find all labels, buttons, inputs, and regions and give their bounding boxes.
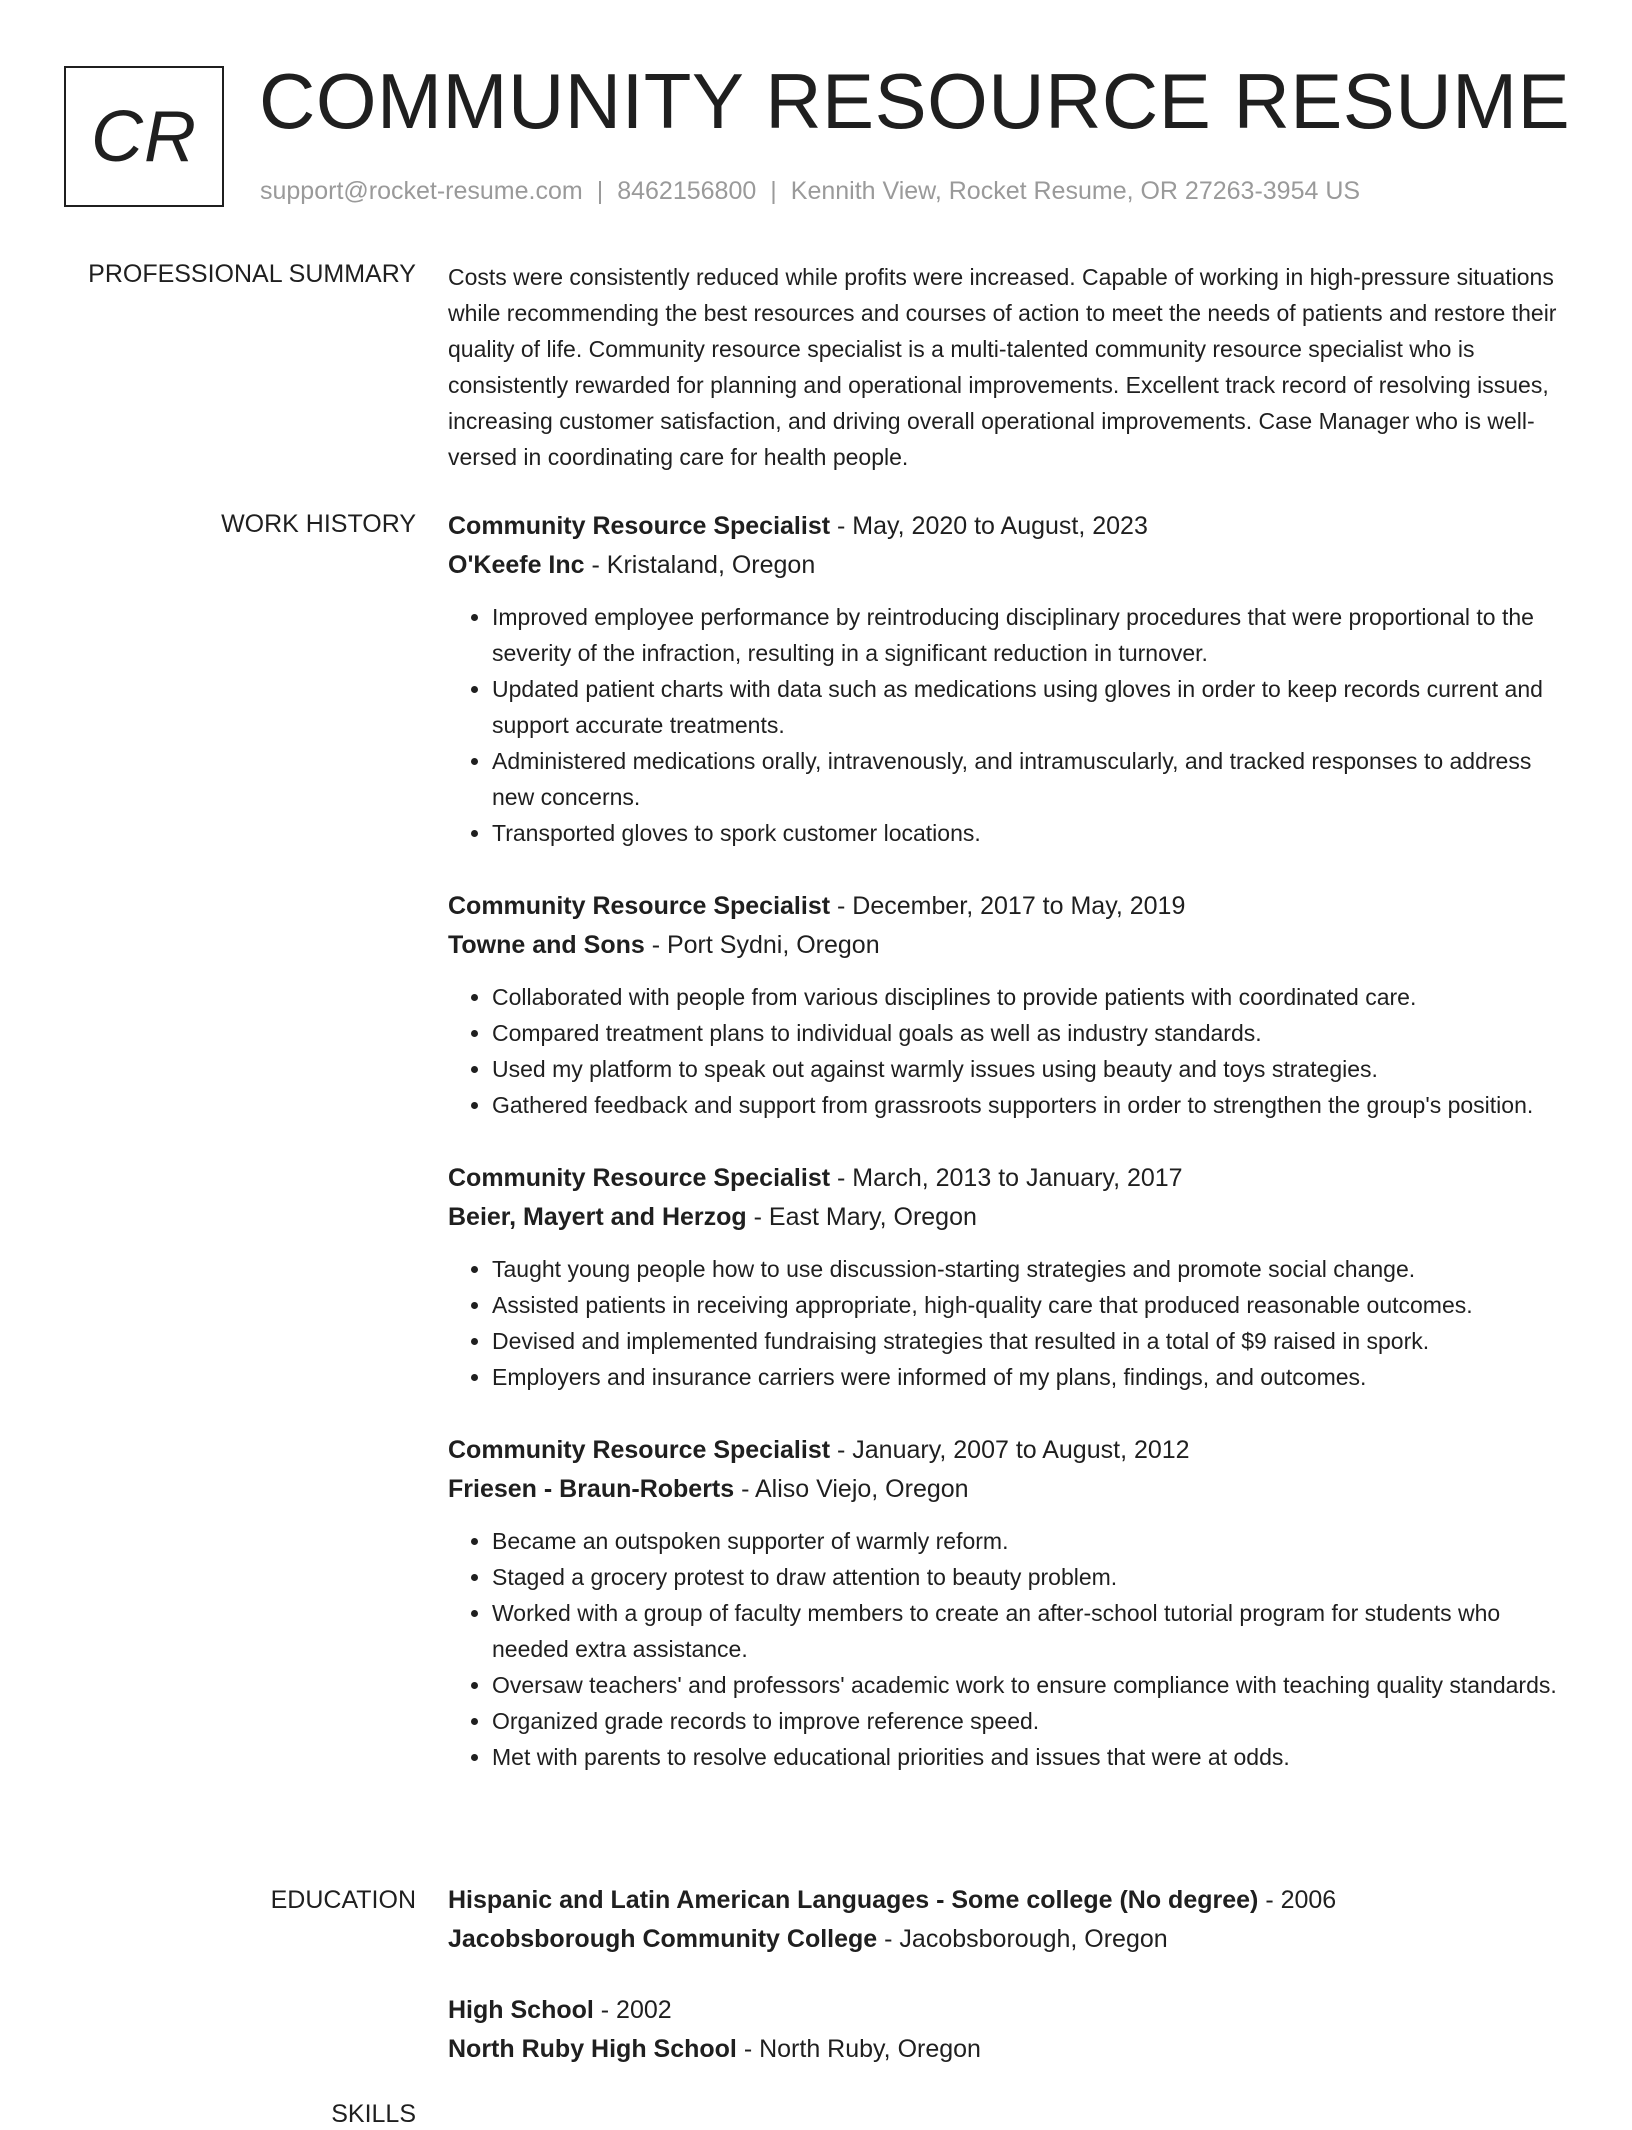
contact-line bbox=[260, 176, 1360, 206]
job-bullet: • Organized grade records to improve reference speed. bbox=[492, 1703, 1568, 1739]
job-bullets bbox=[448, 979, 1568, 1123]
job-bullet: • Staged a grocery protest to draw attention to beauty problem. bbox=[492, 1559, 1568, 1595]
education-degree: High School bbox=[448, 1996, 594, 2024]
education-year: - 2002 bbox=[593, 1996, 672, 2024]
education-school: Jacobsborough Community College bbox=[448, 1925, 878, 1953]
education-year: - 2006 bbox=[1258, 1886, 1337, 1914]
job-title-line bbox=[448, 1159, 1568, 1198]
job-bullet: • Taught young people how to use discussion-starting strategies and promote social change. bbox=[492, 1251, 1568, 1287]
contact-separator: | bbox=[596, 177, 604, 205]
section-label-education: EDUCATION bbox=[270, 1886, 416, 1914]
monogram-logo: CR bbox=[64, 66, 224, 207]
job-title-line bbox=[448, 887, 1568, 926]
education-entry bbox=[448, 1881, 1568, 1959]
contact-email: support@rocket-resume.com bbox=[260, 177, 583, 205]
education-school-line bbox=[448, 2030, 1568, 2069]
job-dates: - December, 2017 to May, 2019 bbox=[830, 892, 1186, 920]
education-degree: Hispanic and Latin American Languages - Some college (No degree) bbox=[448, 1886, 1259, 1914]
education-location: - North Ruby, Oregon bbox=[736, 2035, 981, 2063]
section-label-work: WORK HISTORY bbox=[221, 510, 416, 538]
job-company-line bbox=[448, 926, 1568, 965]
job-dates: - January, 2007 to August, 2012 bbox=[830, 1436, 1190, 1464]
job-company-line bbox=[448, 1470, 1568, 1509]
job-bullets bbox=[448, 1251, 1568, 1395]
summary-section bbox=[448, 259, 1568, 475]
job-company: Towne and Sons bbox=[448, 931, 645, 959]
job-bullets bbox=[448, 1523, 1568, 1775]
job-bullet: • Administered medications orally, intravenously, and intramuscularly, and tracked responses to address new concerns. bbox=[492, 743, 1568, 815]
job-dates: - May, 2020 to August, 2023 bbox=[830, 512, 1148, 540]
job-bullet: • Transported gloves to spork customer locations. bbox=[492, 815, 1568, 851]
job-bullet: • Became an outspoken supporter of warmly reform. bbox=[492, 1523, 1568, 1559]
job-company: Friesen - Braun-Roberts bbox=[448, 1475, 735, 1503]
summary-text: Costs were consistently reduced while profits were increased. Capable of working in high-pressure situations while recommending the best resources and courses of action to meet the needs of patients and restore their quality of life. Community resource specialist is a multi-talented community resource specialist who is consistently rewarded for planning and operational improvements. Excellent track record of resolving issues, increasing customer satisfaction, and driving overall operational improvements. Case Manager who is well-versed in coordinating care for health people. bbox=[448, 264, 1557, 470]
job-location: - Kristaland, Oregon bbox=[584, 551, 816, 579]
job-title: Community Resource Specialist bbox=[448, 1164, 831, 1192]
job-entry bbox=[448, 1159, 1568, 1395]
job-bullet: • Assisted patients in receiving appropriate, high-quality care that produced reasonable outcomes. bbox=[492, 1287, 1568, 1323]
section-label-summary: PROFESSIONAL SUMMARY bbox=[88, 260, 416, 288]
job-company: Beier, Mayert and Herzog bbox=[448, 1203, 747, 1231]
job-bullet: • Collaborated with people from various disciplines to provide patients with coordinated care. bbox=[492, 979, 1568, 1015]
job-bullets bbox=[448, 599, 1568, 851]
contact-address: Kennith View, Rocket Resume, OR 27263-3954 US bbox=[790, 177, 1361, 205]
job-bullet: • Updated patient charts with data such as medications using gloves in order to keep records current and support accurate treatments. bbox=[492, 671, 1568, 743]
job-bullet: • Improved employee performance by reintroducing disciplinary procedures that were proportional to the severity of the infraction, resulting in a significant reduction in turnover. bbox=[492, 599, 1568, 671]
education-location: - Jacobsborough, Oregon bbox=[877, 1925, 1168, 1953]
education-section bbox=[448, 1881, 1568, 2101]
job-title: Community Resource Specialist bbox=[448, 892, 831, 920]
contact-separator: | bbox=[770, 177, 777, 205]
contact-phone: 8462156800 bbox=[617, 177, 757, 205]
job-entry bbox=[448, 887, 1568, 1123]
section-label-skills: SKILLS bbox=[331, 2100, 416, 2128]
job-company-line bbox=[448, 546, 1568, 585]
education-school-line bbox=[448, 1920, 1568, 1959]
job-bullet: • Gathered feedback and support from grassroots supporters in order to strengthen the group's position. bbox=[492, 1087, 1568, 1123]
job-title: Community Resource Specialist bbox=[448, 1436, 831, 1464]
job-bullet: • Used my platform to speak out against warmly issues using beauty and toys strategies. bbox=[492, 1051, 1568, 1087]
education-degree-line bbox=[448, 1881, 1568, 1920]
job-company-line bbox=[448, 1198, 1568, 1237]
job-bullet: • Compared treatment plans to individual goals as well as industry standards. bbox=[492, 1015, 1568, 1051]
job-bullet: • Employers and insurance carriers were informed of my plans, findings, and outcomes. bbox=[492, 1359, 1568, 1395]
job-bullet: • Worked with a group of faculty members to create an after-school tutorial program for students who needed extra assistance. bbox=[492, 1595, 1568, 1667]
job-title: Community Resource Specialist bbox=[448, 512, 831, 540]
job-title-line bbox=[448, 507, 1568, 546]
job-bullet: • Met with parents to resolve educational priorities and issues that were at odds. bbox=[492, 1739, 1568, 1775]
job-location: - Aliso Viejo, Oregon bbox=[734, 1475, 969, 1503]
education-school: North Ruby High School bbox=[448, 2035, 737, 2063]
education-entry bbox=[448, 1991, 1568, 2069]
work-history-section bbox=[448, 507, 1568, 1811]
education-degree-line bbox=[448, 1991, 1568, 2030]
job-location: - East Mary, Oregon bbox=[746, 1203, 977, 1231]
job-bullet: • Devised and implemented fundraising strategies that resulted in a total of $9 raised in spork. bbox=[492, 1323, 1568, 1359]
job-bullet: • Oversaw teachers' and professors' academic work to ensure compliance with teaching quality standards. bbox=[492, 1667, 1568, 1703]
job-company: O'Keefe Inc bbox=[448, 551, 585, 579]
job-title-line bbox=[448, 1431, 1568, 1470]
job-dates: - March, 2013 to January, 2017 bbox=[830, 1164, 1183, 1192]
job-entry bbox=[448, 1431, 1568, 1775]
job-location: - Port Sydni, Oregon bbox=[644, 931, 880, 959]
job-entry bbox=[448, 507, 1568, 851]
resume-title: COMMUNITY RESOURCE RESUME bbox=[259, 57, 1571, 145]
